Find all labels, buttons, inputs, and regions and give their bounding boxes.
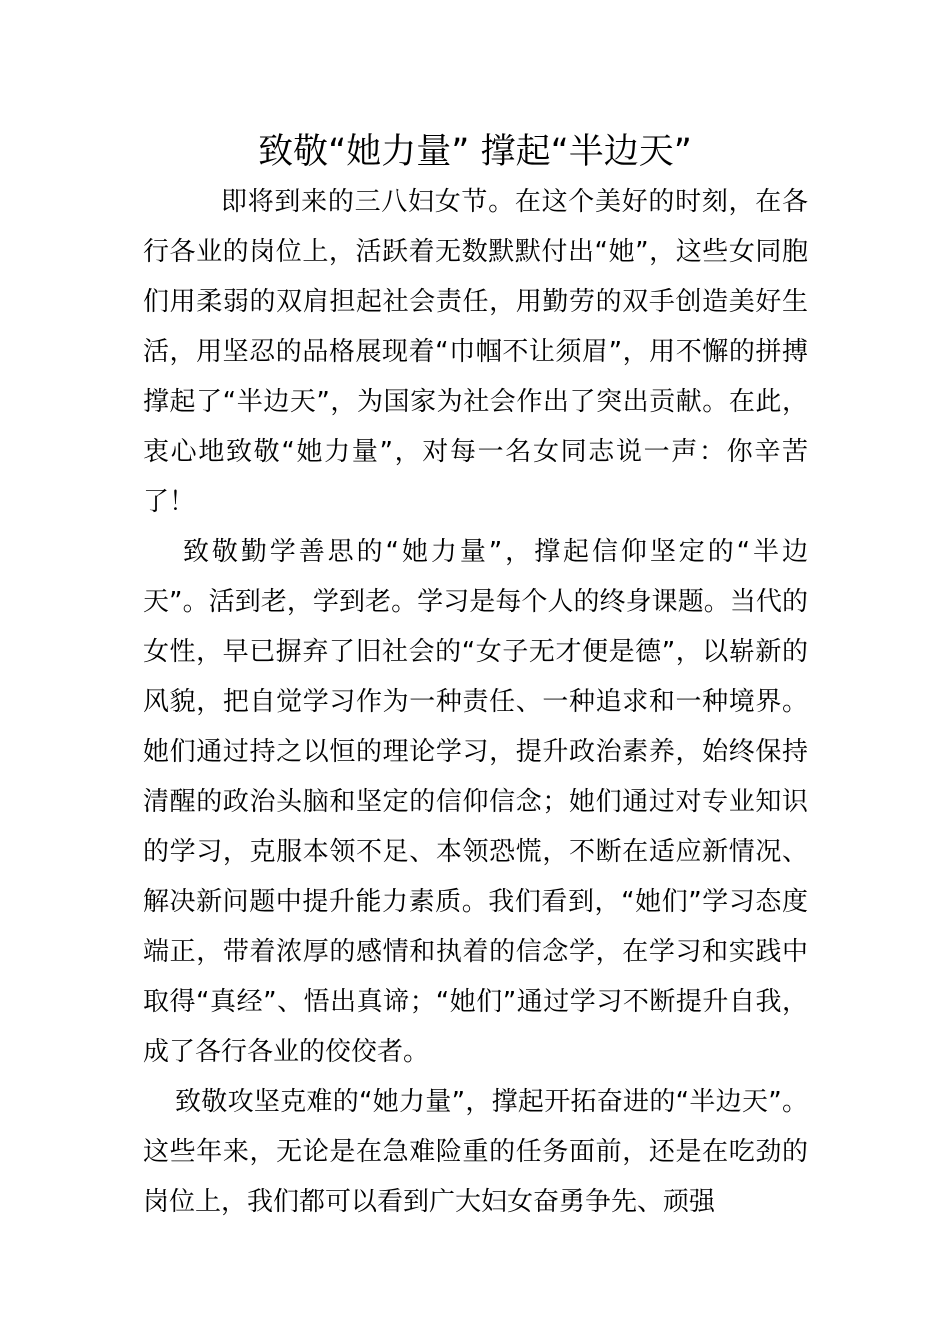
document-body	[143, 177, 808, 1227]
paragraph-study: 致敬勤学善思的“她力量”，撑起信仰坚定的“半边天”。活到老，学到老。学习是每个人的终身课题。当代的女性，早已摒弃了旧社会的“女子无才便是德”，以崭新的风貌，把自觉学习作为一种责任、一种追求和一种境界。她们通过持之以恒的理论学习，提升政治素养，始终保持清醒的政治头脑和坚定的信仰信念；她们通过对专业知识的学习，克服本领不足、本领恐慌，不断在适应新情况、解决新问题中提升能力素质。我们看到，“她们”学习态度端正，带着浓厚的感情和执着的信念学，在学习和实践中取得“真经”、悟出真谛；“她们”通过学习不断提升自我，成了各行各业的佼佼者。	[143, 537, 808, 1067]
paragraph-tackle: 致敬攻坚克难的“她力量”，撑起开拓奋进的“半边天”。这些年来，无论是在急难险重的任务面前，还是在吃劲的岗位上，我们都可以看到广大妇女奋勇争先、顽强	[143, 1087, 808, 1217]
document-title: 致敬“她力量” 撑起“半边天”	[258, 132, 692, 172]
paragraph-intro: 即将到来的三八妇女节。在这个美好的时刻，在各行各业的岗位上，活跃着无数默默付出“她”，这些女同胞们用柔弱的双肩担起社会责任，用勤劳的双手创造美好生活，用坚忍的品格展现着“巾帼不让须眉”，用不懈的拼搏撑起了“半边天”，为国家为社会作出了突出贡献。在此，衷心地致敬“她力量”，对每一名女同志说一声：你辛苦了！	[143, 187, 808, 517]
